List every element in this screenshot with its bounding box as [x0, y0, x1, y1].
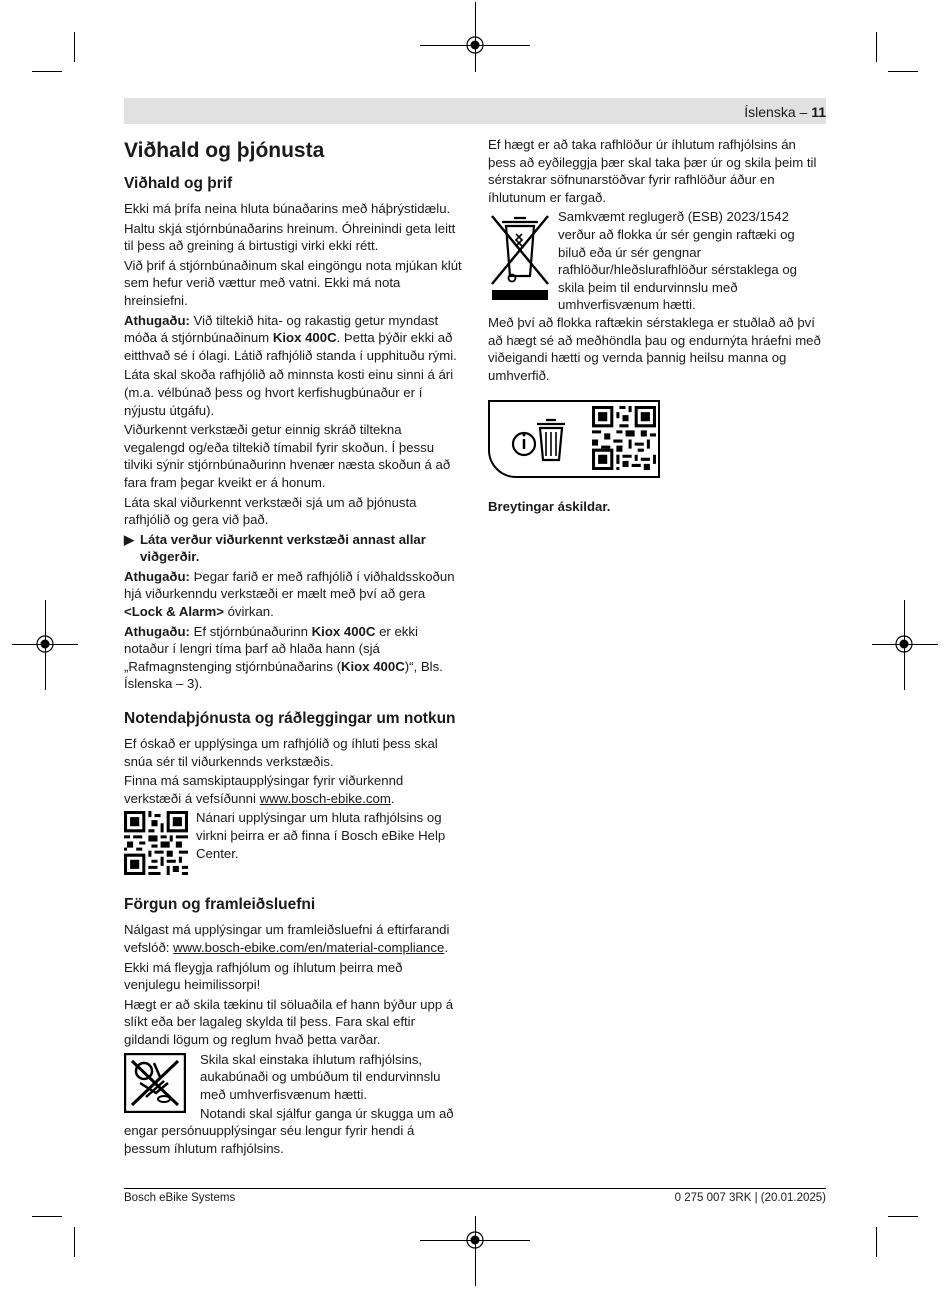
- crop-mark: [74, 32, 75, 62]
- note-label: Athugaðu:: [124, 623, 190, 639]
- changes-reserved: Breytingar áskildar.: [488, 499, 611, 515]
- note: [124, 568, 462, 621]
- right-column: [488, 136, 826, 518]
- section-heading-disposal: Förgun og framleiðsluefni: [124, 896, 316, 914]
- arrow-icon: ▶: [124, 531, 135, 547]
- qr-row: [124, 809, 462, 879]
- note-text: )“, Bls. Íslenska – 3).: [124, 658, 443, 692]
- qr-code-icon[interactable]: [124, 811, 188, 875]
- product-name: Kiox 400C: [340, 658, 405, 674]
- page-header: [744, 104, 826, 120]
- action-item: [124, 531, 462, 566]
- footer-rule: [124, 1188, 826, 1189]
- paragraph-text: Finna má samskiptaupplýsingar fyrir viðurkennd verkstæði á vefsíðunni: [124, 773, 404, 806]
- crop-mark: [888, 71, 918, 72]
- section-heading-maintenance: Viðhald og þrif: [124, 175, 233, 192]
- paragraph: Ef óskað er upplýsinga um rafhjólið og íhluti þess skal snúa sér til viðurkennds verkstæðis.: [124, 736, 438, 769]
- note-text: Ef stjórnbúnaðurinn: [189, 623, 312, 639]
- crop-mark: [888, 1216, 918, 1217]
- footer-company: Bosch eBike Systems: [124, 1192, 236, 1204]
- note-label: Athugaðu:: [124, 312, 190, 328]
- left-column: [124, 138, 462, 1159]
- registration-line: [475, 1216, 476, 1286]
- crop-mark: [876, 32, 877, 62]
- disposal-info-box: [488, 400, 660, 478]
- website-link[interactable]: www.bosch-ebike.com: [259, 790, 391, 806]
- crop-mark: [32, 1216, 62, 1217]
- paragraph: Ekki má fleygja rafhjólum og íhlutum þeirra með venjulegu heimilissorpi!: [124, 959, 403, 993]
- header-separator: –: [799, 104, 808, 120]
- paragraph: Haltu skjá stjórnbúnaðarins hreinum. Óhreinindi geta leitt til þess að greining á birtustigi virki ekki rétt.: [124, 220, 456, 254]
- paragraph-text: .: [390, 790, 395, 806]
- action-text: Láta verður viðurkennt verkstæði annast allar viðgerðir.: [140, 531, 426, 565]
- qr-text: Nánari upplýsingar um hluta rafhjólsins og virkni þeirra er að finna í Bosch eBike Help Center.: [196, 810, 446, 861]
- page-title: Viðhald og þjónusta: [124, 139, 325, 162]
- footer-document-id: 0 275 007 3RK | (20.01.2025): [674, 1192, 826, 1204]
- paragraph: Viðurkennt verkstæði getur einnig skráð tiltekna vegalengd og/eða tiltekið tímabil fyrir skoðun. Í þessu tilviki sýnir stjórnbúnaðurinn hvenær næsta skoðun á að fara fram þegar kveikt er á honum.: [124, 422, 451, 490]
- paragraph: Ef hægt er að taka rafhlöður úr íhlutum rafhjólsins án þess að eyðileggja þær skal taka þær úr og skila þeim til sérstakrar söfnunarstöðvar fyrir rafhlöður áður en íhlutunum er fargað.: [488, 137, 817, 205]
- spacer: [488, 478, 826, 498]
- product-name: Kiox 400C: [272, 330, 337, 346]
- note-text: Við tiltekið hita- og rakastig getur myndast móða á stjórnbúnaðinum: [124, 312, 439, 346]
- note-label: Athugaðu:: [124, 568, 190, 584]
- registration-target-icon: [34, 633, 56, 655]
- weee-text: Samkvæmt reglugerð (ESB) 2023/1542 verður að flokka úr sér gengin raftæki og biluð eða úr sér gengnar rafhlöður/hleðslurafhlöður sérstaklega og skila þeim til endurvinnslu með umhverfisvænum hætti.: [558, 209, 797, 313]
- paragraph: Láta skal skoða rafhjólið að minnsta kosti einu sinni á ári (m.a. vélbúnað þess og hvort kerfishugbúnaður er í nýjustu útgáfu).: [124, 367, 454, 418]
- recycling-text: Skila skal einstaka íhlutum rafhjólsins, aukabúnaði og umbúðum til endurvinnslu með umhverfisvænum hætti.: [200, 1051, 441, 1102]
- paragraph-text: Nálgast má upplýsingar um framleiðsluefni á eftirfarandi vefslóð:: [124, 922, 450, 955]
- paragraph: [124, 772, 462, 807]
- spacer: [124, 695, 462, 709]
- material-compliance-link[interactable]: www.bosch-ebike.com/en/material-compliance: [173, 940, 445, 955]
- note-text: . Þetta þýðir ekki að eitthvað sé í ólagi. Látið rafhjólið standa í upphituðu rými.: [124, 330, 457, 363]
- registration-target-icon: [464, 1229, 486, 1251]
- paragraph: Við þrif á stjórnbúnaðinum skal eingöngu nota mjúkan klút sem hefur verið vættur með vatni. Ekki má nota hreinsiefni.: [124, 257, 462, 308]
- header-language: Íslenska: [744, 104, 796, 120]
- paragraph: Með því að flokka raftækin sérstaklega er stuðlað að því að hægt sé að meðhöndla þau og endurnýta hráefni með viðeigandi hætti og vernda þannig heilsu manna og umhverfið.: [488, 314, 821, 383]
- note: [124, 623, 462, 693]
- product-name: Kiox 400C: [311, 623, 376, 639]
- note-text: óvirkan.: [223, 604, 274, 620]
- paragraph: [124, 921, 462, 956]
- registration-target-icon: [464, 34, 486, 56]
- paragraph-text: .: [444, 940, 448, 955]
- note-text: Þegar farið er með rafhjólið í viðhaldsskoðun hjá viðurkenndu verkstæði er mælt með því að gera: [124, 568, 455, 602]
- lock-alarm-label: <Lock & Alarm>: [124, 604, 224, 620]
- crop-mark: [74, 1227, 75, 1257]
- crop-mark: [32, 71, 62, 72]
- section-heading-customer-service: Notendaþjónusta og ráðleggingar um notkun: [124, 710, 456, 728]
- weee-row: [488, 208, 826, 314]
- info-recycle-icon: [504, 406, 570, 472]
- paragraph: Hægt er að skila tækinu til söluaðila ef hann býður upp á slíkt eða ber lagaleg skylda til þess. Fara skal eftir gildandi lögum og reglum hvað þetta varðar.: [124, 996, 454, 1047]
- note: [124, 312, 462, 365]
- paragraph: Láta skal viðurkennt verkstæði sjá um að þjónusta rafhjólið og gera við það.: [124, 494, 417, 528]
- crop-mark: [876, 1227, 877, 1257]
- paragraph-text: Notandi skal sjálfur ganga úr skugga um að engar persónuupplýsingar séu lengur fyrir hendi á þessum íhlutum rafhjólsins.: [124, 1105, 454, 1156]
- note-text: er ekki notaður í lengri tíma þarf að hlaða hann (sjá „Rafmagnstenging stjórnbúnaðarins (: [124, 623, 418, 674]
- paragraph: Ekki má þrífa neina hluta búnaðarins með háþrýstidælu.: [124, 201, 451, 216]
- header-bar: [124, 98, 826, 124]
- spacer: [124, 879, 462, 895]
- crossed-out-bin-icon: [488, 210, 552, 302]
- no-household-waste-icon: [124, 1053, 186, 1113]
- registration-target-icon: [893, 633, 915, 655]
- recycling-row: [124, 1051, 462, 1105]
- page-number: 11: [811, 104, 826, 120]
- qr-code-icon[interactable]: [592, 406, 656, 470]
